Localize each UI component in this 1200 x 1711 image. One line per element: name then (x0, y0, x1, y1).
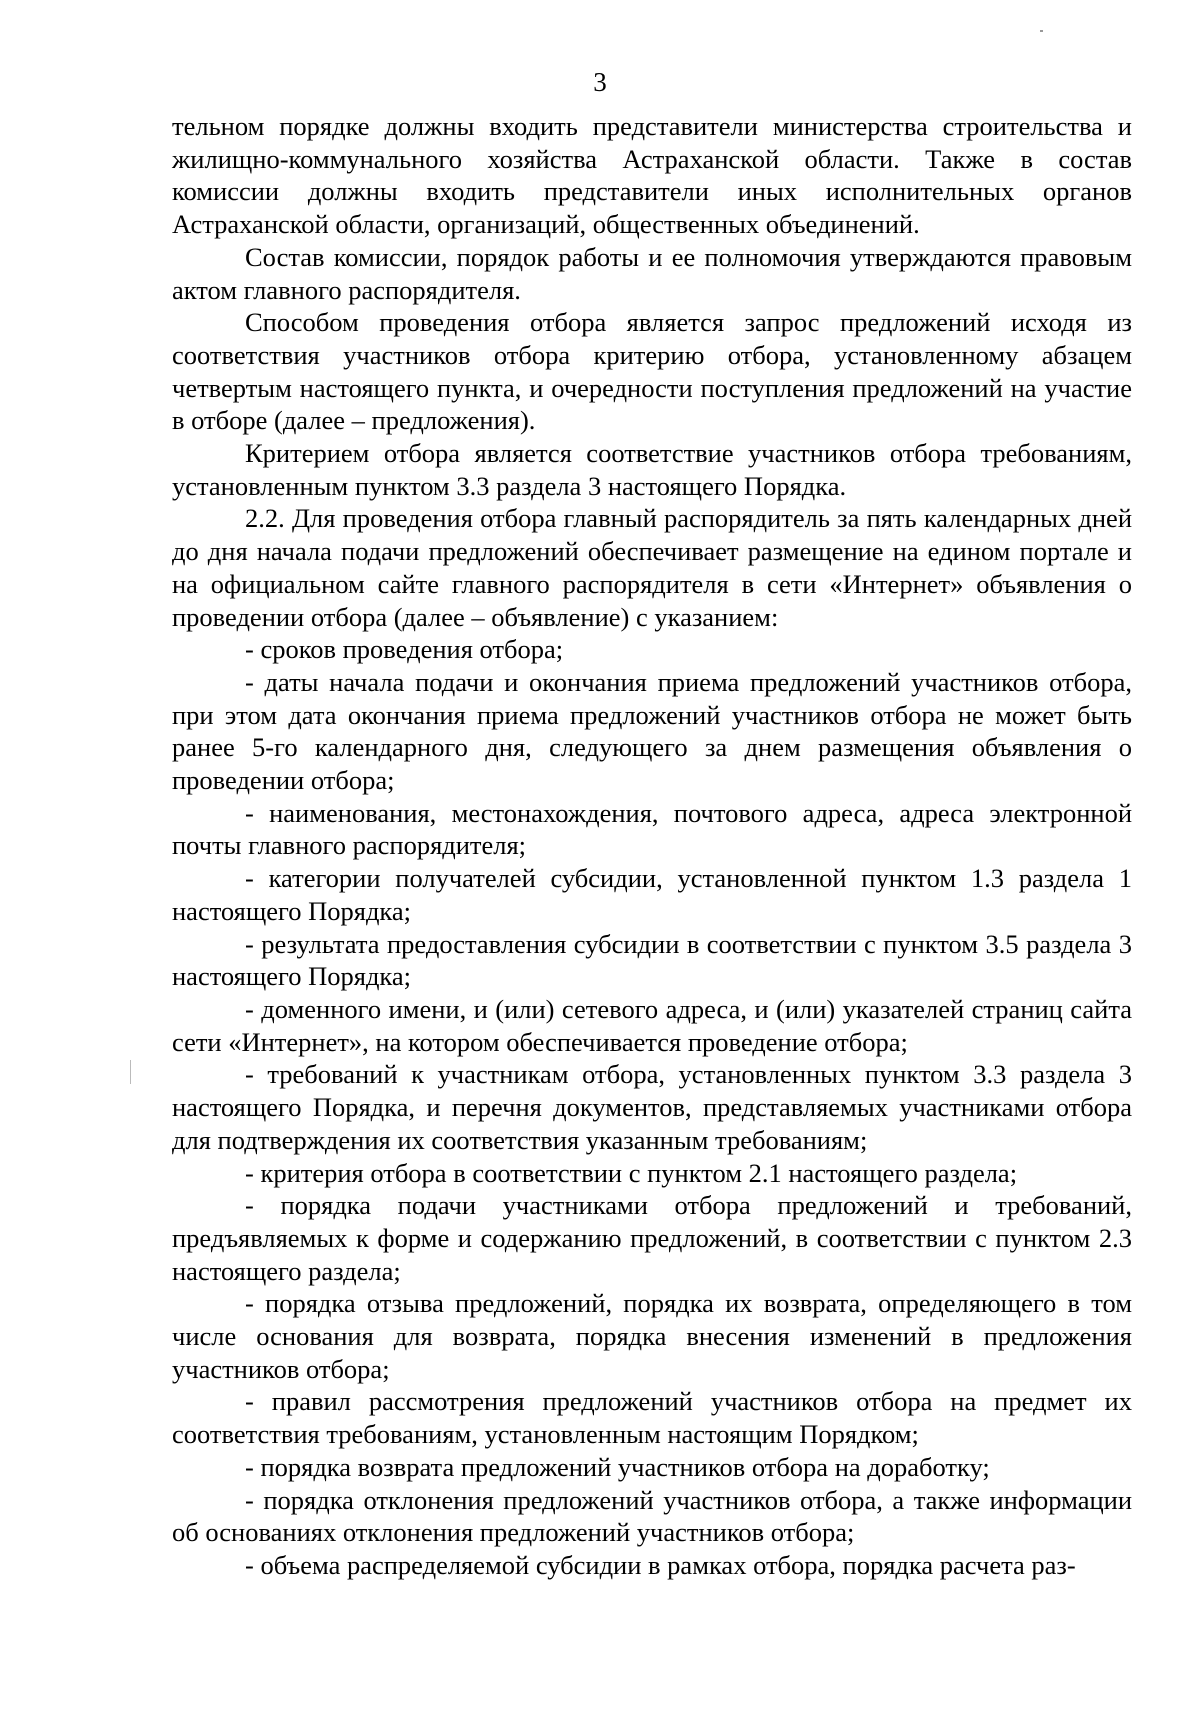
list-item: - порядка отзыва предложений, порядка их возврата, определяющего в том числе основания для возврата, порядка внесения изменений в предложения участников отбора; (172, 1288, 1132, 1384)
scan-artifact-mark (1040, 30, 1043, 32)
paragraph-selection-method: Способом проведения отбора является запрос предложений исходя из соответствия участников отбора критерию отбора, установленному абзацем четвертым настоящего пункта, и очередности поступления предложений на участие в отборе (далее – предложения). (172, 307, 1132, 436)
list-item: - порядка подачи участниками отбора предложений и требований, предъявляемых к форме и содержанию предложений, в соответствии с пунктом 2.3 настоящего раздела; (172, 1190, 1132, 1286)
paragraph-selection-criterion: Критерием отбора является соответствие участников отбора требованиям, установленным пунктом 3.3 раздела 3 настоящего Порядка. (172, 438, 1132, 501)
list-item: - категории получателей субсидии, установленной пунктом 1.3 раздела 1 настоящего Порядка; (172, 863, 1132, 926)
list-item: - сроков проведения отбора; (245, 634, 564, 665)
paragraph-commission-composition: Состав комиссии, порядок работы и ее полномочия утверждаются правовым актом главного распорядителя. (172, 241, 1132, 305)
list-item: - даты начала подачи и окончания приема предложений участников отбора, при этом дата окончания приема предложений участников отбора не может быть ранее 5-го календарного дня, следующего за днем размещения объявления о проведении отбора; (172, 666, 1132, 796)
scan-artifact-mark (130, 1060, 131, 1084)
list-item: - порядка отклонения предложений участников отбора, а также информации об основаниях отклонения предложений участников отбора; (172, 1484, 1132, 1548)
list-item: - критерия отбора в соответствии с пунктом 2.1 настоящего раздела; (245, 1157, 1018, 1188)
paragraph-clause-2-2: 2.2. Для проведения отбора главный распорядитель за пять календарных дней до дня начала подачи предложений обеспечивает размещение на едином портале и на официальном сайте главного распорядителя в сети «Интернет» объявления о проведении отбора (далее – объявление) с указанием: (172, 503, 1132, 632)
list-item: - наименования, местонахождения, почтового адреса, адреса электронной почты главного распорядителя; (172, 797, 1132, 861)
list-item: - порядка возврата предложений участников отбора на доработку; (245, 1451, 990, 1482)
document-body (172, 110, 1132, 1582)
paragraph-continuation: тельном порядке должны входить представители министерства строительства и жилищно-коммунального хозяйства Астраханской области. Также в состав комиссии должны входить представители иных исполнительных органов Астраханской области, организаций, общественных объединений. (172, 111, 1132, 240)
list-item: - правил рассмотрения предложений участников отбора на предмет их соответствия требованиям, установленным настоящим Порядком; (172, 1386, 1132, 1450)
list-item: - объема распределяемой субсидии в рамках отбора, порядка расчета раз- (245, 1549, 1076, 1580)
list-item: - результата предоставления субсидии в соответствии с пунктом 3.5 раздела 3 настоящего Порядка; (172, 928, 1132, 992)
page-number: 3 (593, 67, 607, 97)
list-item: - требований к участникам отбора, установленных пунктом 3.3 раздела 3 настоящего Порядка, и перечня документов, представляемых участниками отбора для подтверждения их соответствия указанным требованиям; (172, 1059, 1132, 1155)
list-item: - доменного имени, и (или) сетевого адреса, и (или) указателей страниц сайта сети «Интернет», на котором обеспечивается проведение отбора; (172, 993, 1132, 1057)
